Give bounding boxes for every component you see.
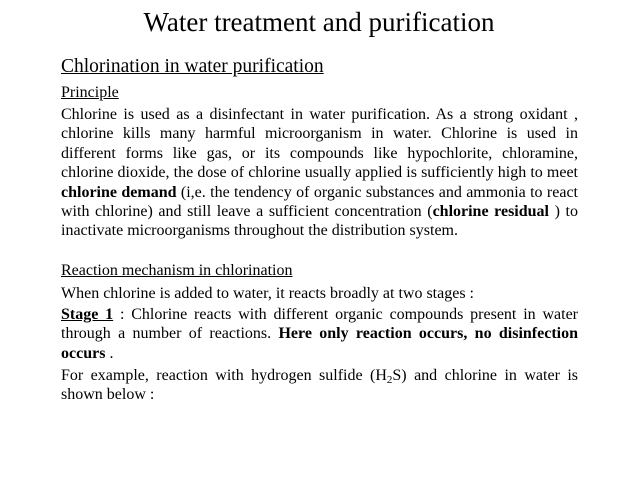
slide-title: Water treatment and purification — [143, 7, 495, 37]
principle-text-b: (i,e. the tendency of organic substances and ammonia to react with chlorine) and still leave a sufficient concentration ( — [61, 183, 579, 221]
mechanism-heading: Reaction mechanism in chlorination — [61, 261, 293, 279]
example-paragraph — [61, 366, 578, 405]
principle-text-c: ) to inactivate microorganisms throughout the distribution system. — [61, 203, 578, 240]
stage1-end: . — [105, 344, 114, 362]
spacer — [61, 241, 578, 260]
principle-heading: Principle — [61, 84, 119, 101]
section-heading: Chlorination in water purification — [61, 56, 324, 77]
stage1-bold-text: Here only reaction occurs, no disinfection occurs — [61, 325, 579, 362]
subscript-2: 2 — [386, 374, 393, 387]
example-text-b: S) and chlorine in water is shown below : — [61, 367, 579, 404]
slide-content — [61, 55, 578, 405]
chlorine-residual-term: chlorine residual — [432, 203, 549, 221]
chlorine-demand-term: chlorine demand — [61, 183, 177, 201]
stage1-text: : Chlorine reacts with different organic compounds present in water through a number of reactions. — [61, 305, 578, 343]
principle-text-a: Chlorine is used as a disinfectant in water purification. As a strong oxidant , chlorine kills many harmful microorganism in water. Chlorine is used in different forms like gas, or its compounds like hypochlorite, chloramine, chlorine dioxide, the dose of chlorine usually applied is sufficiently high to meet — [61, 106, 578, 182]
example-text-a: For example, reaction with hydrogen sulfide (H — [61, 367, 387, 385]
stage1-paragraph — [61, 305, 578, 363]
mechanism-intro: When chlorine is added to water, it reacts broadly at two stages : — [61, 284, 474, 302]
principle-paragraph — [61, 105, 578, 241]
stage1-label: Stage 1 — [61, 305, 114, 323]
